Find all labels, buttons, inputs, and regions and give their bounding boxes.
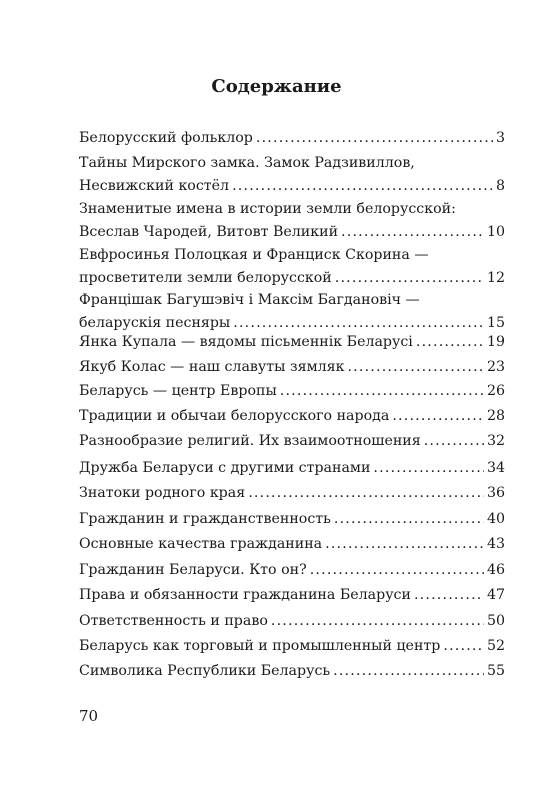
- toc-page-number: 19: [486, 334, 505, 350]
- toc-entry-title: Традиции и обычаи белорусского народа: [79, 408, 390, 424]
- toc-entry-line: [79, 198, 505, 221]
- toc-entry-title: Ответственность и право: [79, 613, 268, 629]
- toc-entry: [79, 635, 505, 658]
- toc-entry-line: [79, 430, 505, 453]
- toc-entry-line: [79, 244, 505, 267]
- toc-entry-title: Белорусский фольклор: [79, 130, 253, 146]
- toc-entry-line: [79, 331, 505, 354]
- dot-leader: [325, 533, 484, 556]
- toc-entry-title: Знатоки родного края: [79, 485, 246, 501]
- toc-entry-line: [79, 380, 505, 403]
- toc-entry: [79, 457, 505, 480]
- toc-entry-title: Дружба Беларуси с другими странами: [79, 460, 371, 476]
- dot-leader: [271, 610, 484, 633]
- toc-entry-line: [79, 152, 505, 175]
- toc-page-number: 47: [486, 587, 505, 603]
- toc-entry: [79, 405, 505, 428]
- toc-entry-line: [79, 127, 505, 150]
- dot-leader: [232, 175, 493, 198]
- toc-entry: [79, 584, 505, 607]
- toc-entry-title: Евфросинья Полоцкая и Франциск Скорина —: [79, 247, 429, 263]
- toc-entry: [79, 660, 505, 683]
- toc-page-number: 3: [495, 130, 505, 146]
- dot-leader: [335, 267, 484, 290]
- dot-leader: [334, 508, 484, 531]
- toc-entry-title: Францішак Багушэвіч і Максім Багдановіч —: [79, 292, 420, 308]
- toc-entry-title: Основные качества гражданина: [79, 536, 323, 552]
- toc-entry: [79, 198, 505, 244]
- toc-page-number: 15: [486, 315, 505, 331]
- toc-entry-title: Гражданин Беларуси. Кто он?: [79, 562, 307, 578]
- toc-entry: [79, 127, 505, 150]
- toc-page-number: 26: [486, 383, 505, 399]
- page-title: Содержание: [211, 76, 342, 97]
- toc-page-number: 40: [486, 511, 505, 527]
- toc-entry-line: [79, 508, 505, 531]
- toc-entry: [79, 380, 505, 403]
- page-number: 70: [79, 707, 99, 725]
- toc-entry-title: Разнообразие религий. Их взаимоотношения: [79, 433, 421, 449]
- toc-entry-line: [79, 660, 505, 683]
- dot-leader: [414, 584, 484, 607]
- toc-entry-line: [79, 405, 505, 428]
- toc-entry-title: Беларусь как торговый и промышленный центр: [79, 638, 441, 654]
- dot-leader: [256, 127, 493, 150]
- toc-entry-line: [79, 289, 505, 312]
- toc-entry-title: Тайны Мирского замка. Замок Радзивиллов,: [79, 155, 415, 171]
- toc-page-number: 52: [486, 638, 505, 654]
- toc-entry-title-continued: просветители земли белорусской: [79, 270, 332, 286]
- toc-entry: [79, 482, 505, 505]
- toc-entry-line: [79, 457, 505, 480]
- toc-entry: [79, 559, 505, 582]
- toc-page-number: 8: [495, 178, 505, 194]
- toc-entry-title: Символика Республики Беларусь: [79, 663, 331, 679]
- toc-page-number: 32: [486, 433, 505, 449]
- dot-leader: [310, 559, 484, 582]
- dot-leader: [341, 221, 484, 244]
- toc-page-number: 46: [486, 562, 505, 578]
- toc-entry-line: [79, 610, 505, 633]
- toc-page-number: 12: [486, 270, 505, 286]
- dot-leader: [373, 457, 484, 480]
- toc-entry-line: [79, 267, 505, 290]
- toc-entry: [79, 430, 505, 453]
- toc-page-number: 28: [486, 408, 505, 424]
- toc-entry-title-continued: беларускія песняры: [79, 315, 231, 331]
- toc-entry-line: [79, 356, 505, 379]
- dot-leader: [280, 380, 484, 403]
- toc-entry: [79, 244, 505, 290]
- toc-entry-title: Якуб Колас — наш славуты зямляк: [79, 359, 345, 375]
- toc-entry-line: [79, 175, 505, 198]
- toc-entry-line: [79, 533, 505, 556]
- toc-entry-title: Знаменитые имена в истории земли белорусской:: [79, 201, 456, 217]
- toc-entry: [79, 152, 505, 198]
- toc-entry: [79, 331, 505, 354]
- toc-entry-title: Беларусь — центр Европы: [79, 383, 277, 399]
- dot-leader: [392, 405, 484, 428]
- toc-entry-line: [79, 482, 505, 505]
- toc-page-number: 43: [486, 536, 505, 552]
- toc-entry-line: [79, 635, 505, 658]
- toc-entry-line: [79, 221, 505, 244]
- dot-leader: [416, 331, 484, 354]
- toc-entry-line: [79, 559, 505, 582]
- dot-leader: [333, 660, 484, 683]
- toc-entry-title-continued: Всеслав Чародей, Витовт Великий: [79, 224, 339, 240]
- toc-page-number: 50: [486, 613, 505, 629]
- toc-entry-title-continued: Несвижский костёл: [79, 178, 230, 194]
- toc-entry: [79, 610, 505, 633]
- toc-entry-title: Гражданин и гражданственность: [79, 511, 331, 527]
- toc-entry-line: [79, 584, 505, 607]
- toc-page-number: 36: [486, 485, 505, 501]
- dot-leader: [347, 356, 483, 379]
- dot-leader: [248, 482, 484, 505]
- toc-entry: [79, 508, 505, 531]
- toc-page-number: 23: [486, 359, 505, 375]
- toc-entry-title: Права и обязанности гражданина Беларуси: [79, 587, 411, 603]
- toc-page-number: 55: [486, 663, 505, 679]
- toc-entry: [79, 289, 505, 335]
- dot-leader: [443, 635, 484, 658]
- toc-page-number: 10: [486, 224, 505, 240]
- dot-leader: [424, 430, 484, 453]
- toc-entry-title: Янка Купала — вядомы пісьменнік Беларусі: [79, 334, 413, 350]
- toc-entry: [79, 356, 505, 379]
- toc-entry: [79, 533, 505, 556]
- toc-page-number: 34: [486, 460, 505, 476]
